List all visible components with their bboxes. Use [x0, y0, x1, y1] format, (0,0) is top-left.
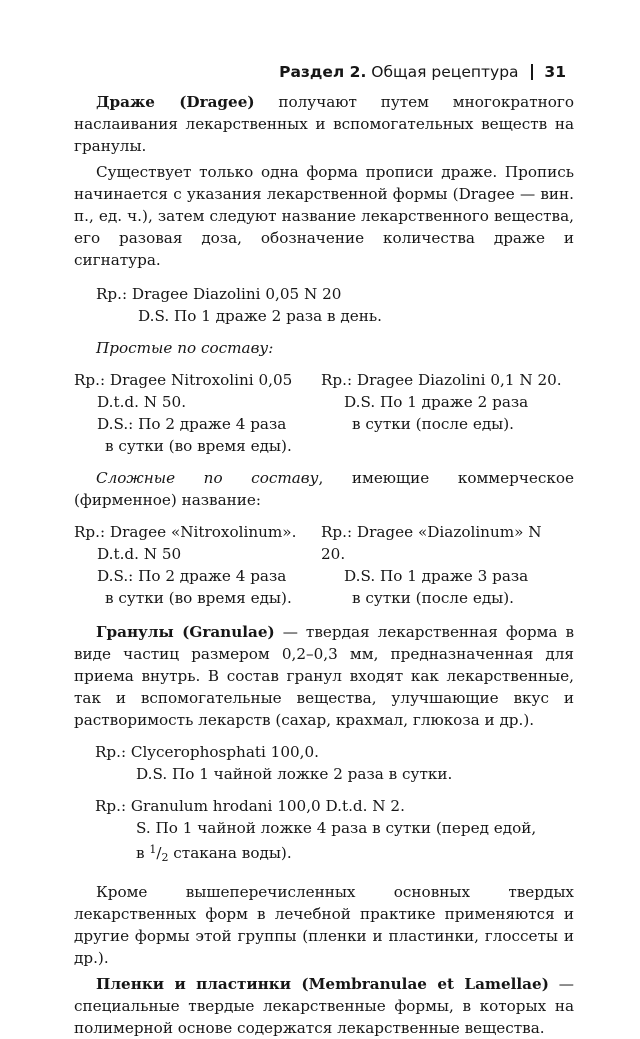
rx-line: Rp.: Dragee Diazolini 0,05 N 20	[96, 285, 342, 303]
simple-rx-right	[321, 369, 568, 457]
rx-line: D.S.: По 2 драже 4 раза	[97, 415, 287, 433]
rx-line: Rp.: Granulum hrodani 100,0 D.t.d. N 2.	[95, 797, 405, 815]
rx-line: Rp.: Dragee Diazolini 0,1 N 20.	[321, 371, 562, 389]
films-definition: Пленки и пластинки (Membranulae et Lamellae) — специальные твердые лекарственные формы, в которых на полимерной основе содержатся лекарственные вещества.	[74, 975, 574, 1037]
rx-line: Rp.: Dragee «Diazolinum» N 20.	[321, 523, 542, 563]
simple-rx-left	[74, 369, 321, 457]
rx-line: в сутки (после еды).	[352, 415, 515, 433]
rx-line: D.t.d. N 50	[97, 545, 182, 563]
dragee-definition: Драже (Dragee) получают путем многократного наслаивания лекарственных и вспомогательных веществ на гранулы.	[74, 93, 574, 155]
fraction-one-half: $^1/_2$	[149, 843, 169, 864]
dragee-prescription-rules: Существует только одна форма прописи драже. Пропись начинается с указания лекарственной формы (Dragee — вин. п., ед. ч.), затем следуют название лекарственного вещества, его разовая доза, обозначение количества драже и сигнатура.	[74, 163, 574, 269]
rx-line: D.S. По 1 драже 3 раза	[344, 567, 529, 585]
page-number: 31	[544, 63, 566, 81]
rx-line: Rp.: Clycerophosphati 100,0.	[95, 743, 319, 761]
complex-rx-left	[74, 521, 321, 609]
section-title: Общая рецептура	[371, 63, 519, 81]
granules-rx-2	[74, 795, 574, 869]
dragee-term: Драже (Dragee)	[96, 93, 255, 111]
rx-line: D.S. По 1 драже 2 раза в день.	[138, 307, 382, 325]
granules-definition: Гранулы (Granulae) — твердая лекарственная форма в виде частиц размером 0,2–0,3 мм, предназначенная для приема внутрь. В состав гранул входят как лекарственные, так и вспомогательные вещества, улучшающие вкус и растворимость лекарств (сахар, крахмал, глюкоза и др.).	[74, 623, 574, 729]
rx-line: Rp.: Dragee «Nitroxolinum».	[74, 523, 297, 541]
rx-line: Rp.: Dragee Nitroxolini 0,05	[74, 371, 293, 389]
rx-line: в сутки (во время еды).	[105, 589, 292, 607]
dragee-rx-example	[74, 283, 574, 327]
granules-rx-1	[74, 741, 574, 785]
rx-line: в $^1/_2$ стакана воды).	[136, 843, 292, 864]
rx-line: S. По 1 чайной ложке 4 раза в сутки (перед едой,	[136, 819, 537, 837]
complex-rx-right	[321, 521, 568, 609]
rx-line: D.S. По 1 драже 2 раза	[344, 393, 529, 411]
rx-line: D.S. По 1 чайной ложке 2 раза в сутки.	[136, 765, 453, 783]
running-header	[279, 62, 566, 82]
complex-rx-pair	[74, 521, 574, 609]
complex-composition-heading: Сложные по составу, имеющие коммерческое (фирменное) название:	[74, 469, 574, 509]
header-divider	[531, 64, 533, 80]
rx-line: в сутки (после еды).	[352, 589, 515, 607]
rx-line: D.t.d. N 50.	[97, 393, 187, 411]
simple-rx-pair	[74, 369, 574, 457]
page-body	[74, 91, 574, 1039]
section-label: Раздел 2.	[279, 63, 367, 81]
rx-line: в сутки (во время еды).	[105, 437, 292, 455]
films-term: Пленки и пластинки (Membranulae et Lamellae)	[96, 975, 549, 993]
simple-composition-heading: Простые по составу:	[96, 339, 274, 357]
rx-line: D.S.: По 2 драже 4 раза	[97, 567, 287, 585]
other-forms-paragraph: Кроме вышеперечисленных основных твердых лекарственных форм в лечебной практике применяются и другие формы этой группы (пленки и пластинки, глоссеты и др.).	[74, 883, 574, 967]
granules-term: Гранулы (Granulae)	[96, 623, 275, 641]
